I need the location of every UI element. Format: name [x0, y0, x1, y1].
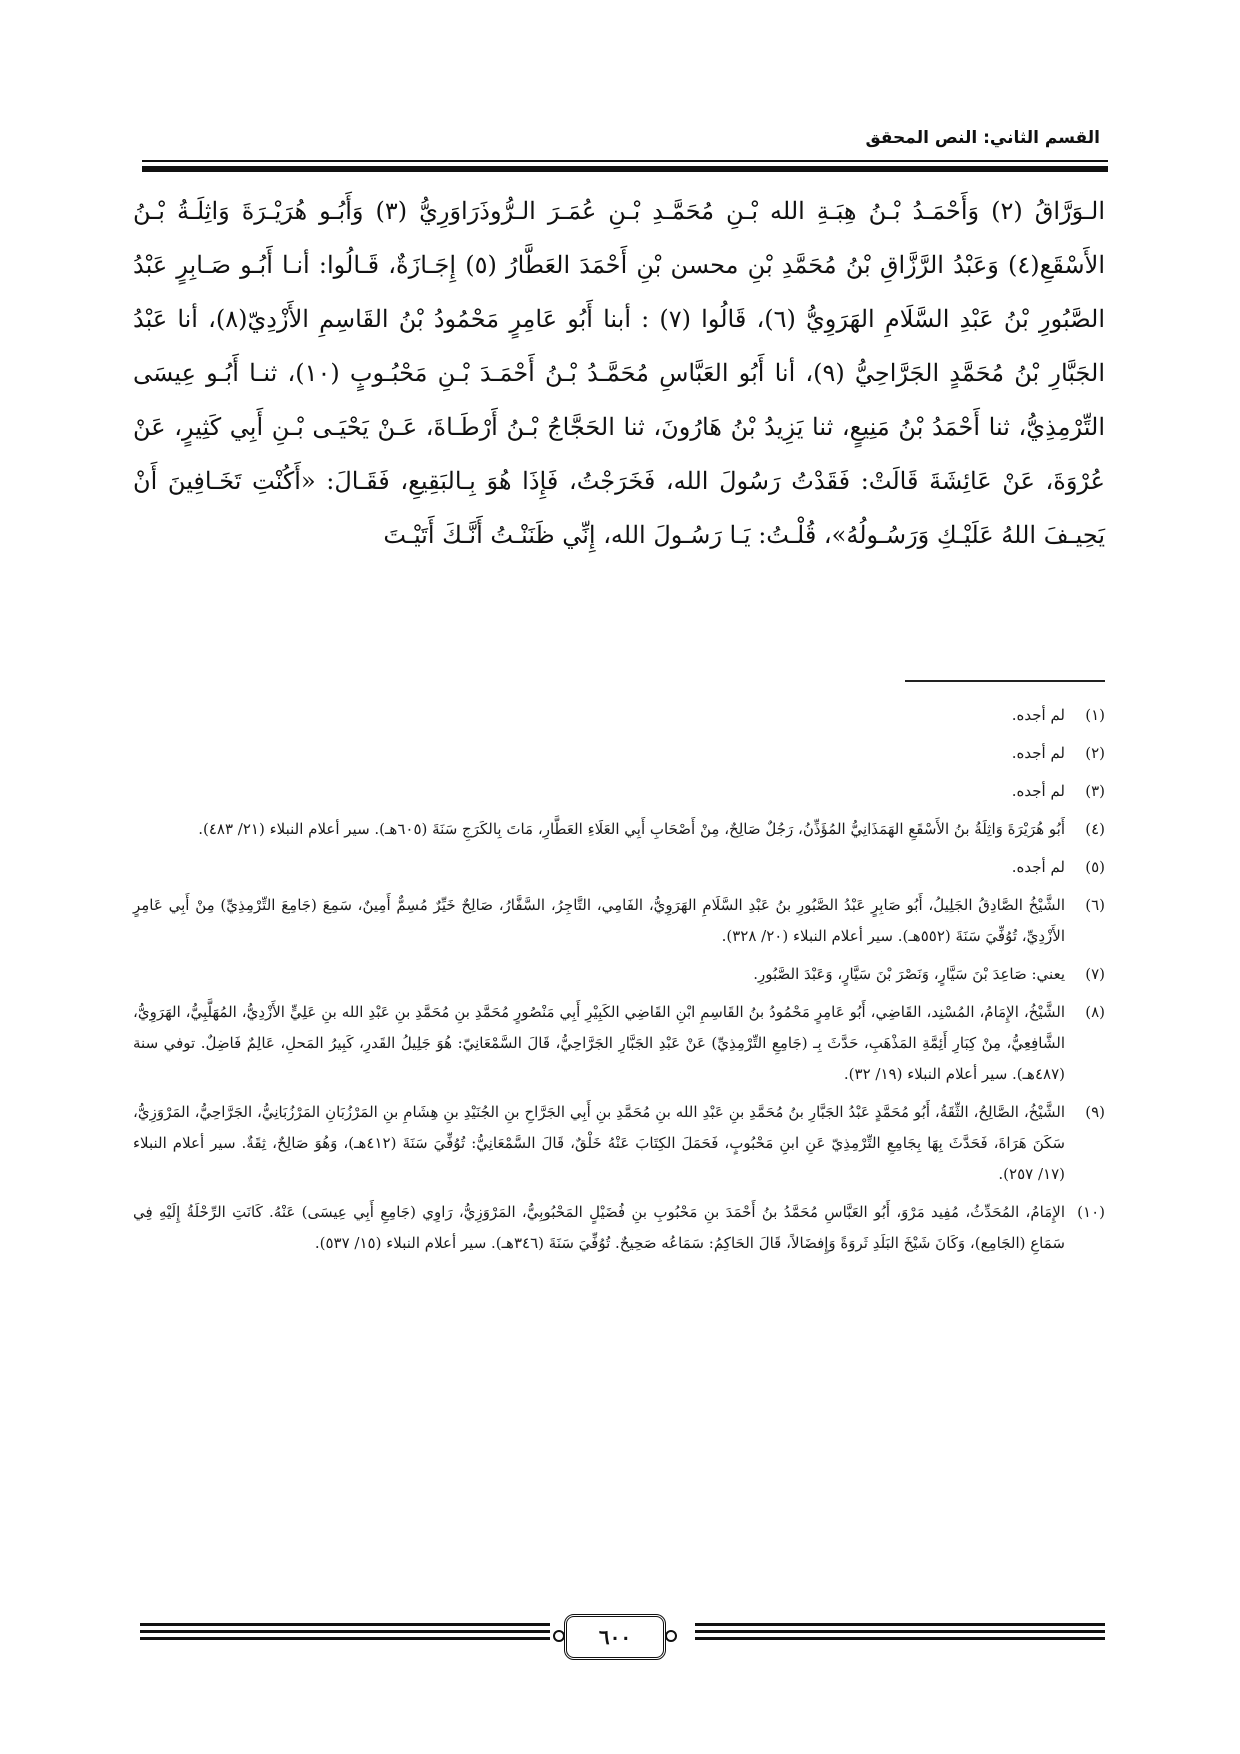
footnote-text: لم أجده.	[1011, 782, 1065, 800]
footnote-7	[133, 959, 1105, 990]
header-rule-thin	[142, 160, 1108, 162]
footnote-number: (٧)	[1085, 965, 1105, 983]
footnote-number: (٣)	[1085, 782, 1105, 800]
footnote-4	[133, 814, 1105, 845]
footer-ornament-bar	[695, 1623, 1105, 1626]
footnote-number: (١)	[1085, 706, 1105, 724]
main-text: الـوَرَّاقُ (٢) وَأَحْمَـدُ بْـنُ هِبَـةِ الله بْـنِ مُحَمَّـدِ بْـنِ عُمَـرَ الـرُّوذَرَاوَرِيُّ (٣) وَأَبُـو هُرَيْـرَةَ وَاثِلَـةُ بْـنُ الأَسْقَعِ(٤) وَعَبْدُ الرَّزَّاقِ بْنُ مُحَمَّدِ بْنِ محسن بْنِ أَحْمَدَ العَطَّارُ (٥) إِجَـازَةٌ، قَـالُوا: أنـا أَبُـو صَـابِرٍ عَبْدُ الصَّبُورِ بْنُ عَبْدِ السَّلَامِ الهَرَوِيُّ (٦)، قَالُوا (٧) : أبنا أَبُو عَامِرٍ مَحْمُودُ بْنُ القَاسِمِ الأَزْدِيّ(٨)، أنا عَبْدُ الجَبَّارِ بْنُ مُحَمَّدٍ الجَرَّاحِيُّ (٩)، أنا أَبُو العَبَّاسِ مُحَمَّـدُ بْـنُ أَحْمَـدَ بْـنِ مَحْبُـوبٍ (١٠)، ثنـا أَبُـو عِيسَى التِّرْمِذِيُّ، ثنا أَحْمَدُ بْنُ مَنِيعٍ، ثنا يَزِيدُ بْنُ هَارُونَ، ثنا الحَجَّاجُ بْـنُ أَرْطَـاةَ، عَـنْ يَحْيَـى بْـنِ أَبِي كَثِيرٍ، عَنْ عُرْوَةَ، عَنْ عَائِشَةَ قَالَتْ: فَقَدْتُ رَسُولَ الله، فَخَرَجْتُ، فَإِذَا هُوَ بِـالبَقِيعِ، فَقَـالَ: «أَكُنْتِ تَخَـافِينَ أَنْ يَحِيـفَ اللهُ عَلَيْـكِ وَرَسُـولُهُ»، قُلْـتُ: يَـا رَسُـولَ الله، إِنِّي ظَنَنْـتُ أَنَّـكَ أَتَيْـتَ	[133, 197, 1106, 549]
header-rule-thick	[142, 166, 1108, 172]
footnote-number: (١٠)	[1077, 1203, 1105, 1221]
footnote-6	[133, 890, 1105, 952]
footer-ornament-bar	[695, 1637, 1105, 1640]
footnote-separator	[905, 680, 1105, 682]
footnote-number: (٦)	[1085, 896, 1105, 914]
footnote-number: (٨)	[1085, 1003, 1105, 1021]
footnote-list	[133, 700, 1105, 1266]
page-number: ٦٠٠	[564, 1614, 666, 1660]
footnote-2	[133, 738, 1105, 769]
footer-ornament-bar	[695, 1630, 1105, 1633]
footnote-text: أَبُو هُرَيْرَةَ وَاثِلَةُ بنُ الأَسْقَعِ الهَمَذَانِيُّ المُؤَذِّنُ، رَجُلٌ صَالِحٌ، مِنْ أَصْحَابِ أَبِي العَلَاءِ العَطَّارِ، مَاتَ بِالكَرَجِ سَنَةَ (٦٠٥هـ). سير أعلام النبلاء (٢١/ ٤٨٣).	[198, 820, 1065, 838]
footer-ornament-bar	[140, 1637, 550, 1640]
footnote-text: الشَّيْخُ، الصَّالِحُ، الثِّقَةُ، أَبُو مُحَمَّدٍ عَبْدُ الجَبَّارِ بنُ مُحَمَّدِ بنِ عَبْدِ الله بنِ مُحَمَّدِ بنِ أَبِي الجَرَّاحِ بنِ الجُنَيْدِ بنِ هِشَامِ بنِ المَرْزُبَانِ المَرْزُبَانِيُّ، الجَرَّاحِيُّ، المَرْوَزِيُّ، سَكَنَ هَرَاةَ، فَحَدَّثَ بِهَا بِجَامِعِ التِّرْمِذِيّ عَنِ ابنِ مَحْبُوبٍ، فَحَمَلَ الكِتَابَ عَنْهُ خَلْقٌ، قَالَ السَّمْعَانِيُّ: تُوُفِّيَ سَنَةَ (٤١٢هـ)، وَهُوَ صَالِحٌ، ثِقَةٌ. سير أعلام النبلاء (١٧/ ٢٥٧).	[133, 1103, 1065, 1183]
footnote-1	[133, 700, 1105, 731]
footnote-3	[133, 776, 1105, 807]
footnote-number: (٥)	[1085, 858, 1105, 876]
footnote-text: يعني: صَاعِدَ بْنَ سَيَّارٍ، وَنَصْرَ بْنَ سَيَّارٍ، وَعَبْدَ الصَّبُورِ.	[753, 965, 1065, 983]
footnote-number: (٩)	[1085, 1103, 1105, 1121]
footnote-10	[133, 1197, 1105, 1259]
footnote-text: الشَّيْخُ، الإِمَامُ، المُسْنِد، القَاضِي، أَبُو عَامِرٍ مَحْمُودُ بنُ القَاسِمِ ابْنِ القَاضِي الكَبِيْرِ أَبِي مَنْصُورٍ مُحَمَّدِ بنِ مُحَمَّدِ بنِ عَبْدِ الله بنِ عَلِيٍّ الأَزْدِيُّ، المُهَلَّبِيُّ، الهَرَوِيُّ، الشَّافِعِيُّ، مِنْ كِبَارِ أَئِمَّةِ المَذْهَبِ، حَدَّثَ بِـ (جَامِعِ التِّرْمِذِيِّ) عَنْ عَبْدِ الجَبَّارِ الجَرَّاحِيُّ، قَالَ السَّمْعَانِيّ: هُوَ جَلِيلُ القَدرِ، كَبِيرُ المَحلِ، عَالِمٌ فَاضِلٌ. توفي سنة (٤٨٧هـ). سير أعلام النبلاء (١٩/ ٣٢).	[133, 1003, 1065, 1083]
footer-ornament-bar	[140, 1630, 550, 1633]
footnote-text: لم أجده.	[1011, 858, 1065, 876]
footnote-5	[133, 852, 1105, 883]
section-title: القسم الثاني: النص المحقق	[865, 128, 1100, 148]
footnote-text: لم أجده.	[1011, 706, 1065, 724]
footnote-number: (٤)	[1085, 820, 1105, 838]
footnote-text: الإِمَامُ، المُحَدِّثُ، مُفِيد مَرْوَ، أَبُو العَبَّاسِ مُحَمَّدُ بنُ أَحْمَدَ بنِ مَحْبُوبِ بنِ فُضَيْلٍ المَحْبُوبِيُّ، المَرْوَزِيُّ، رَاوِي (جَامِعِ أَبِي عِيسَى) عَنْهُ. كَانَتِ الرِّحْلَةُ إِلَيْهِ فِي سَمَاعِ (الجَامِع)، وَكَانَ شَيْخَ البَلَدِ ثَروَةً وَإِفضَالاً، قَالَ الحَاكِمُ: سَمَاعُه صَحِيحٌ. تُوُفِّيَ سَنَةَ (٣٤٦هـ). سير أعلام النبلاء (١٥/ ٥٣٧).	[133, 1203, 1065, 1252]
footnote-text: الشَّيْخُ الصَّادِقُ الجَلِيلُ، أَبُو صَابِرٍ عَبْدُ الصَّبُورِ بنُ عَبْدِ السَّلَامِ الهَرَوِيُّ، الفَامِي، التَّاجِرُ، السَّفَّارُ، صَالِحٌ خَيِّرٌ مُسِمٌّ أَمِينٌ، سَمِعَ (جَامِعَ التِّرْمِذِيِّ) مِنْ أَبِي عَامِرٍ الأَزْدِيِّ، تُوُفِّيَ سَنَةَ (٥٥٢هـ). سير أعلام النبلاء (٢٠/ ٣٢٨).	[133, 896, 1065, 945]
footnote-number: (٢)	[1085, 744, 1105, 762]
footnote-8	[133, 997, 1105, 1090]
footnote-9	[133, 1097, 1105, 1190]
footnote-text: لم أجده.	[1011, 744, 1065, 762]
footer-ornament-bar	[140, 1623, 550, 1626]
